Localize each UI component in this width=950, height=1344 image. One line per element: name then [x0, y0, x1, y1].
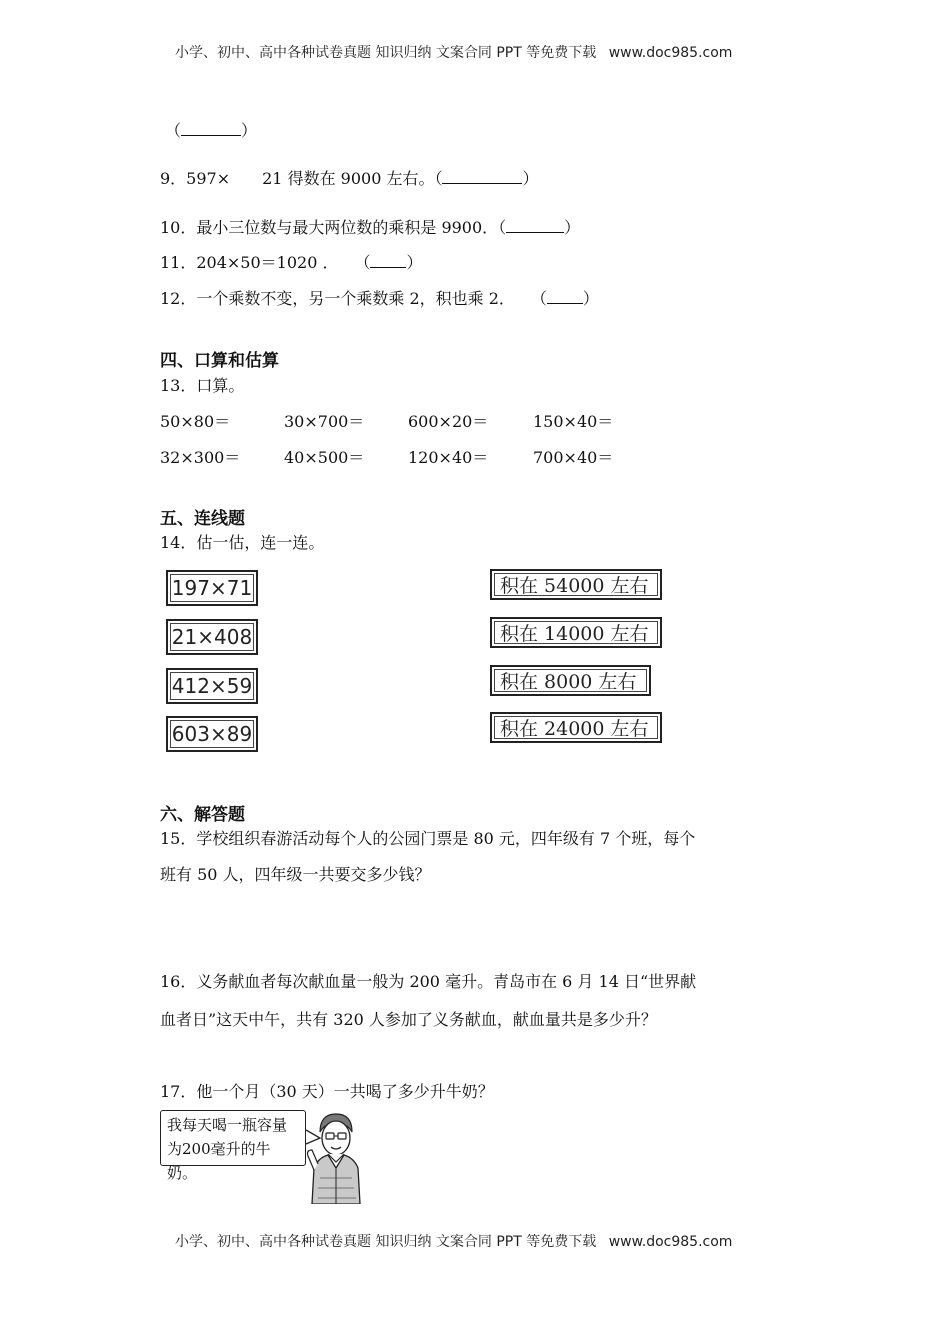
oral-calc-2-1: 32×300＝	[160, 448, 241, 467]
question-10: 10．最小三位数与最大两位数的乘积是 9900．（ ）	[160, 218, 581, 237]
question-15-line-1: 15．学校组织春游活动每个人的公园门票是 80 元，四年级有 7 个班，每个	[160, 829, 696, 848]
answer-blank[interactable]	[506, 218, 564, 233]
bubble-line-2: 为200毫升的牛奶。	[167, 1140, 271, 1182]
oral-calc-1-4: 150×40＝	[533, 412, 614, 431]
answer-blank[interactable]	[442, 169, 522, 184]
man-illustration	[290, 1108, 380, 1204]
section-4-title: 四、口算和估算	[160, 351, 279, 371]
answer-blank[interactable]	[547, 289, 583, 304]
section-6-title: 六、解答题	[160, 805, 245, 825]
match-right-4[interactable]: 积在 24000 左右	[490, 712, 662, 743]
oral-calc-1-3: 600×20＝	[408, 412, 489, 431]
oral-calc-1-2: 30×700＝	[284, 412, 365, 431]
oral-calc-2-4: 700×40＝	[533, 448, 614, 467]
question-15-line-2: 班有 50 人，四年级一共要交多少钱？	[160, 865, 431, 884]
question-11: 11．204×50＝1020 ． （ ）	[160, 253, 423, 272]
oral-calc-2-3: 120×40＝	[408, 448, 489, 467]
footer-url: www.doc985.com	[608, 1234, 733, 1250]
section-5-title: 五、连线题	[160, 509, 245, 529]
match-right-1[interactable]: 积在 54000 左右	[490, 569, 662, 600]
q8-answer-blank: （ ）	[165, 121, 258, 140]
match-right-3[interactable]: 积在 8000 左右	[490, 665, 651, 696]
question-17: 17．他一个月（30 天）一共喝了多少升牛奶？	[160, 1082, 494, 1101]
oral-calc-2-2: 40×500＝	[284, 448, 365, 467]
bubble-line-1: 我每天喝一瓶容量	[167, 1116, 288, 1134]
question-16-line-1: 16．义务献血者每次献血量一般为 200 毫升。青岛市在 6 月 14 日“世界献	[160, 972, 697, 991]
match-left-4[interactable]: 603×89	[166, 716, 258, 752]
match-right-2[interactable]: 积在 14000 左右	[490, 617, 662, 648]
question-13: 13．口算。	[160, 376, 245, 395]
match-left-1[interactable]: 197×71	[166, 570, 258, 606]
page-footer	[175, 1231, 732, 1251]
header-url: www.doc985.com	[608, 45, 733, 61]
question-16-line-2: 血者日”这天中午，共有 320 人参加了义务献血，献血量共是多少升？	[160, 1010, 657, 1029]
match-left-3[interactable]: 412×59	[166, 668, 258, 704]
page-header	[175, 42, 732, 62]
oral-calc-1-1: 50×80＝	[160, 412, 231, 431]
header-text: 小学、初中、高中各种试卷真题 知识归纳 文案合同 PPT 等免费下载	[175, 45, 597, 61]
footer-text: 小学、初中、高中各种试卷真题 知识归纳 文案合同 PPT 等免费下载	[175, 1234, 597, 1250]
question-12: 12．一个乘数不变，另一个乘数乘 2，积也乘 2． （ ）	[160, 289, 599, 308]
speech-bubble	[160, 1110, 306, 1182]
question-9: 9．597× 21 得数在 9000 左右。（ ）	[160, 169, 539, 188]
match-left-2[interactable]: 21×408	[166, 619, 258, 655]
question-14: 14．估一估，连一连。	[160, 533, 325, 552]
answer-blank[interactable]	[370, 253, 406, 268]
